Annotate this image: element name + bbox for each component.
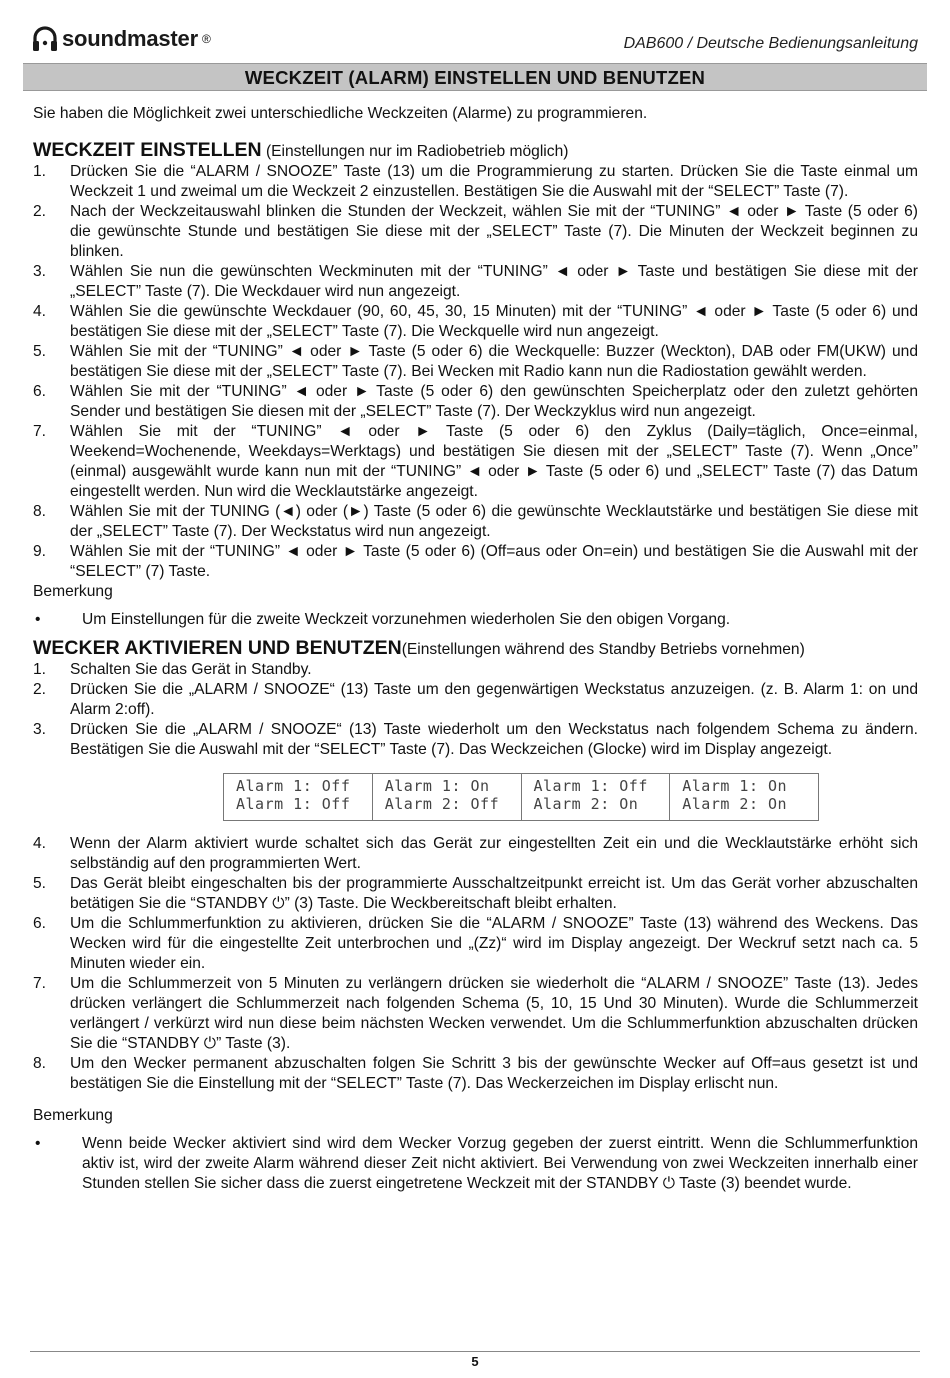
step-item xyxy=(33,660,918,680)
steps-list xyxy=(33,660,918,760)
lcd-display-schema xyxy=(223,773,819,821)
step-number: 8. xyxy=(33,1055,47,1072)
step-item xyxy=(33,874,918,914)
step-number: 3. xyxy=(33,263,47,280)
step-text: Um den Wecker permanent abzuschalten folgen Sie Schritt 3 bis der gewünschte Wecker auf Off=aus gesetzt ist und bestätigen Sie die Einstellung mit der “SELECT” Taste (7). Das Weckerzeichen im Display erlischt nun. xyxy=(70,1055,918,1092)
section-wecker-aktivieren xyxy=(33,638,918,1194)
step-text: Um die Schlummerzeit von 5 Minuten zu verlängern drücken sie wiederholt die “ALARM / SNOOZE” Taste (13). Jedes drücken verlängert die Schlummerzeit nach folgenden Schema (5, 10, 15 Und 30 Minuten). Wurde die Schlummerzeit verlängert / verkürzt wird nun diese beim nächsten Wecken verwendet. Um die Schlummerfunktion abzuschalten drücken Sie die “STANDBY ⏻” Taste (3). xyxy=(70,975,918,1052)
step-text: Wählen Sie nun die gewünschten Weckminuten mit der “TUNING” ◄ oder ► Taste und bestätigen Sie diese mit der „SELECT” Taste (7). Die Weckdauer wird nun angezeigt. xyxy=(70,263,918,300)
step-text: Schalten Sie das Gerät in Standby. xyxy=(70,661,312,678)
steps-list xyxy=(33,834,918,1094)
page-number: 5 xyxy=(471,1354,479,1369)
section-heading-note: (Einstellungen nur im Radiobetrieb möglich) xyxy=(265,143,569,160)
step-text: Wählen Sie mit der “TUNING” ◄ oder ► Taste (5 oder 6) (Off=aus oder On=ein) und bestätigen Sie die Auswahl mit der “SELECT” (7) Taste. xyxy=(70,543,918,580)
brand-name: soundmaster xyxy=(62,26,198,51)
step-number: 2. xyxy=(33,203,47,220)
bullet-dot: • xyxy=(35,1135,41,1152)
step-number: 5. xyxy=(33,343,47,360)
step-text: Wählen Sie mit der “TUNING” ◄ oder ► Taste (5 oder 6) die Weckquelle: Buzzer (Weckton), DAB oder FM(UKW) und bestätigen Sie diese mit der „SELECT” Taste (7). Bei Wecken mit Radio kann nun die Radiostation gewählt werden. xyxy=(70,343,918,380)
step-item xyxy=(33,542,918,582)
banner-title: WECKZEIT (ALARM) EINSTELLEN UND BENUTZEN xyxy=(244,67,706,88)
step-item xyxy=(33,202,918,262)
step-number: 6. xyxy=(33,383,47,400)
step-number: 3. xyxy=(33,721,47,738)
remark-label: Bemerkung xyxy=(33,583,113,600)
lcd-state-cell xyxy=(522,774,671,820)
step-text: Um die Schlummerfunktion zu aktivieren, drücken Sie die “ALARM / SNOOZE” Taste (13) während des Weckens. Das Wecken wird für die eingestellte Zeit unterbrochen und „(Zz)“ wird im Display angezeigt. Der Weckruf setzt nach ca. 5 Minuten wieder ein. xyxy=(70,915,918,972)
lcd-state-cell xyxy=(224,774,373,820)
page-content xyxy=(33,104,918,1194)
step-item xyxy=(33,342,918,382)
step-item xyxy=(33,720,918,760)
registered-mark: ® xyxy=(201,32,211,46)
remark-text: Wenn beide Wecker aktiviert sind wird dem Wecker Vorzug gegeben der zuerst eintritt. Wenn die Schlummerfunktion aktiv ist, wird der zweite Alarm während dieser Zeit nicht aktiviert. Bei Verwendung von zwei Weckzeiten innerhalb einer Stunden stellen Sie sicher dass die zuerst eingetretene Weckzeit mit der STANDBY ⏻ Taste (3) beendet wurde. xyxy=(82,1135,918,1192)
step-item xyxy=(33,834,918,874)
lcd-line: Alarm 1: Off xyxy=(533,777,648,795)
step-number: 2. xyxy=(33,681,47,698)
lcd-line: Alarm 1: On xyxy=(384,777,490,795)
step-item xyxy=(33,162,918,202)
soundmaster-logo-icon xyxy=(32,26,58,52)
lcd-state-cell xyxy=(670,774,818,820)
step-number: 4. xyxy=(33,835,47,852)
document-title: DAB600 / Deutsche Bedienungsanleitung xyxy=(623,35,918,52)
step-text: Wählen Sie mit der “TUNING” ◄ oder ► Taste (5 oder 6) den Zyklus (Daily=täglich, Once=einmal, Weekend=Wochenende, Weekdays=Werktags) und bestätigen Sie diesen mit der „SELECT” Taste (7). Wenn „Once” (einmal) ausgewählt wurde kann nun mit der “TUNING” ◄ oder ► Taste (5 oder 6) und „SELECT” Taste (7) das Datum eingestellt werden. Nun wird die Wecklautstärke angezeigt. xyxy=(70,423,918,500)
step-item xyxy=(33,262,918,302)
step-text: Das Gerät bleibt eingeschalten bis der programmierte Ausschaltzeitpunkt erreicht ist. Um das Gerät vorher abzuschalten betätigen Sie die “STANDBY ⏻” (3) Taste. Die Weckbereitschaft bleibt erhalten. xyxy=(70,875,918,912)
step-number: 8. xyxy=(33,503,47,520)
section-heading-title: WECKZEIT EINSTELLEN xyxy=(33,139,262,161)
step-number: 1. xyxy=(33,661,47,678)
section-heading-note: (Einstellungen während des Standby Betriebs vornehmen) xyxy=(401,641,805,658)
remark-bullet xyxy=(33,610,918,630)
lcd-line: Alarm 1: On xyxy=(682,777,788,795)
lcd-line: Alarm 1: Off xyxy=(236,795,351,813)
step-item xyxy=(33,382,918,422)
step-item xyxy=(33,302,918,342)
step-text: Nach der Weckzeitauswahl blinken die Stunden der Weckzeit, wählen Sie mit der “TUNING” ◄ oder ► Taste (5 oder 6) die gewünschte Stunde und bestätigen Sie diese mit der „SELECT” Taste (7). Die Minuten der Weckzeit beginnen zu blinken. xyxy=(70,203,918,260)
step-text: Wählen Sie die gewünschte Weckdauer (90, 60, 45, 30, 15 Minuten) mit der “TUNING” ◄ oder ► Taste (5 oder 6) und bestätigen Sie diese mit der „SELECT” Taste (7). Die Weckquelle wird nun angezeigt. xyxy=(70,303,918,340)
step-number: 4. xyxy=(33,303,47,320)
step-item xyxy=(33,680,918,720)
step-item xyxy=(33,914,918,974)
step-number: 6. xyxy=(33,915,47,932)
step-number: 7. xyxy=(33,975,47,992)
step-text: Drücken Sie die „ALARM / SNOOZE“ (13) Taste um den gegenwärtigen Weckstatus anzuzeigen. (z. B. Alarm 1: on und Alarm 2:off). xyxy=(70,681,918,718)
section-banner xyxy=(23,63,927,91)
step-text: Drücken Sie die “ALARM / SNOOZE” Taste (13) um die Programmierung zu starten. Drücken Sie die Taste einmal um Weckzeit 1 und zweimal um die Weckzeit 2 einzustellen. Bestätigen Sie die Auswahl mit der “SELECT” Taste (7). xyxy=(70,163,918,200)
step-number: 5. xyxy=(33,875,47,892)
bullet-dot: • xyxy=(35,611,41,628)
lcd-line: Alarm 2: On xyxy=(533,795,639,813)
lcd-line: Alarm 2: On xyxy=(682,795,788,813)
step-item xyxy=(33,1054,918,1094)
lcd-line: Alarm 1: Off xyxy=(236,777,351,795)
steps-list xyxy=(33,162,918,582)
footer-divider xyxy=(30,1351,920,1352)
step-text: Wenn der Alarm aktiviert wurde schaltet sich das Gerät zur eingestellten Zeit ein und die Wecklautstärke erhöht sich selbständig auf den programmierten Wert. xyxy=(70,835,918,872)
remark-label: Bemerkung xyxy=(33,1107,113,1124)
section-heading-title: WECKER AKTIVIEREN UND BENUTZEN xyxy=(33,637,402,659)
lcd-line: Alarm 2: Off xyxy=(384,795,500,813)
step-text: Wählen Sie mit der TUNING (◄) oder (►) Taste (5 oder 6) die gewünschte Wecklautstärke und bestätigen Sie diese mit der „SELECT” Taste (7). Der Weckstatus wird nun angezeigt. xyxy=(70,503,918,540)
section-weckzeit-einstellen xyxy=(33,140,918,630)
step-number: 7. xyxy=(33,423,47,440)
remark-text: Um Einstellungen für die zweite Weckzeit vorzunehmen wiederholen Sie den obigen Vorgang. xyxy=(82,611,731,628)
step-text: Drücken Sie die „ALARM / SNOOZE“ (13) Taste wiederholt um den Weckstatus nach folgendem Schema zu ändern. Bestätigen Sie die Auswahl mit der “SELECT” Taste (7). Das Weckzeichen (Glocke) wird im Display angezeigt. xyxy=(70,721,918,758)
remark-bullet xyxy=(33,1134,918,1194)
section-heading xyxy=(33,638,918,660)
intro-text: Sie haben die Möglichkeit zwei unterschiedliche Weckzeiten (Alarme) zu programmieren. xyxy=(33,105,648,122)
brand-logo xyxy=(32,26,211,52)
step-text: Wählen Sie mit der “TUNING” ◄ oder ► Taste (5 oder 6) den gewünschten Speicherplatz oder den zuletzt gehörten Sender und bestätigen Sie diesen mit der „SELECT” Taste (7). Der Weckzyklus wird nun angezeigt. xyxy=(70,383,918,420)
section-heading xyxy=(33,140,918,162)
step-item xyxy=(33,502,918,542)
step-item xyxy=(33,974,918,1054)
lcd-state-cell xyxy=(373,774,522,820)
step-number: 9. xyxy=(33,543,47,560)
step-number: 1. xyxy=(33,163,47,180)
step-item xyxy=(33,422,918,502)
